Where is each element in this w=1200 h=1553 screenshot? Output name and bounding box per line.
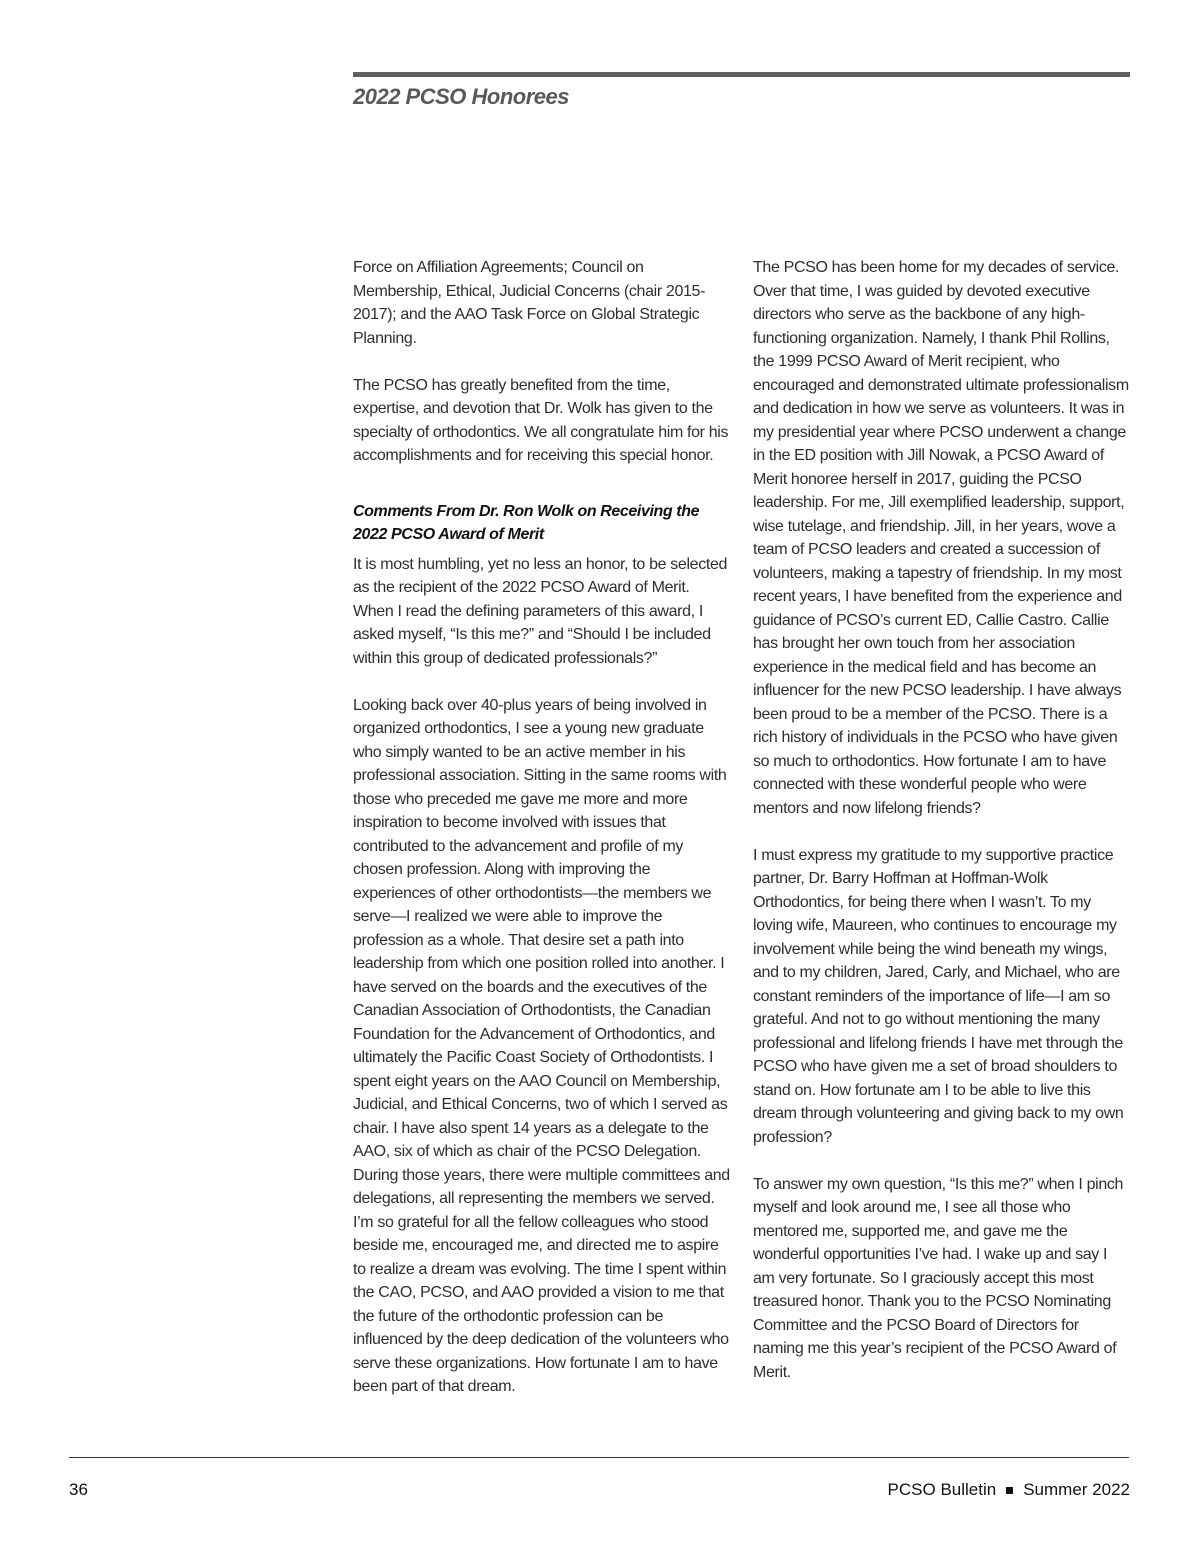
comments-subheading: Comments From Dr. Ron Wolk on Receiving the 2022 PCSO Award of Merit: [353, 502, 700, 543]
right-column: [753, 256, 1131, 1384]
left-column: [353, 256, 731, 1399]
left-paragraph-4: Looking back over 40-plus years of being involved in organized orthodontics, I see a young new graduate who simply wanted to be an active member in his professional association. Sitting in the same rooms with those who preceded me gave me more and more inspiration to become involved with issues that contributed to the advancement and profile of my chosen profession. Along with improving the experiences of other orthodontists—the members we serve—I realized we were able to improve the profession as a whole. That desire set a path into leadership from which one position rolled into another. I have served on the boards and the executives of the Canadian Association of Orthodontists, the Canadian Foundation for the Advancement of Orthodontics, and ultimately the Pacific Coast Society of Orthodontists. I spent eight years on the AAO Council on Membership, Judicial, and Ethical Concerns, two of which I served as chair. I have also spent 14 years as a delegate to the AAO, six of which as chair of the PCSO Delegation. During those years, there were multiple committees and delegations, all representing the members we served. I’m so grateful for all the fellow colleagues who stood beside me, encouraged me, and directed me to aspire to realize a dream was evolving. The time I spent within the CAO, PCSO, and AAO provided a vision to me that the future of the orthodontic profession can be influenced by the deep dedication of the volunteers who serve these organizations. How fortunate I am to have been part of that dream.: [353, 696, 730, 1395]
right-paragraph-3: To answer my own question, “Is this me?” when I pinch myself and look around me, I see all those who mentored me, supported me, and gave me the wonderful opportunities I’ve had. I wake up and say I am very fortunate. So I graciously accept this most treasured honor. Thank you to the PCSO Nominating Committee and the PCSO Board of Directors for naming me this year’s recipient of the PCSO Award of Merit.: [753, 1175, 1124, 1381]
issue-date: Summer 2022: [1023, 1480, 1130, 1499]
left-paragraph-1: Force on Affiliation Agreements; Council on Membership, Ethical, Judicial Concerns (chair 2015-2017); and the AAO Task Force on Global Strategic Planning.: [353, 259, 706, 347]
right-paragraph-1: The PCSO has been home for my decades of service. Over that time, I was guided by devoted executive directors who serve as the backbone of any high-functioning organization. Namely, I thank Phil Rollins, the 1999 PCSO Award of Merit recipient, who encouraged and demonstrated ultimate professionalism and dedication in how we serve as volunteers. It was in my presidential year where PCSO underwent a change in the ED position with Jill Nowak, a PCSO Award of Merit honoree herself in 2017, guiding the PCSO leadership. For me, Jill exemplified leadership, support, wise tutelage, and friendship. Jill, in her years, wove a team of PCSO leaders and created a succession of volunteers, making a tapestry of friendship. In my most recent years, I have benefited from the experience and guidance of PCSO’s current ED, Callie Castro. Callie has brought her own touch from her association experience in the medical field and has become an influencer for the new PCSO leadership. I have always been proud to be a member of the PCSO. There is a rich history of individuals in the PCSO who have given so much to orthodontics. How fortunate I am to have connected with these wonderful people who were mentors and now lifelong friends?: [753, 259, 1129, 817]
publication-name: PCSO Bulletin: [887, 1480, 997, 1499]
left-paragraph-3: It is most humbling, yet no less an honor, to be selected as the recipient of the 2022 PCSO Award of Merit. When I read the defining parameters of this award, I asked myself, “Is this me?” and “Should I be included within this group of dedicated professionals?”: [353, 555, 728, 667]
page-number: 36: [69, 1480, 88, 1499]
left-paragraph-2: The PCSO has greatly benefited from the time, expertise, and devotion that Dr. Wolk has given to the specialty of orthodontics. We all congratulate him for his accomplishments and for receiving this special honor.: [353, 376, 729, 464]
footer-publication: [888, 1480, 1130, 1500]
footer-rule: [69, 1457, 1129, 1458]
square-separator-icon: [1006, 1487, 1013, 1494]
section-title: 2022 PCSO Honorees: [353, 84, 569, 109]
header-rule: [353, 72, 1130, 77]
right-paragraph-2: I must express my gratitude to my supportive practice partner, Dr. Barry Hoffman at Hoffman-Wolk Orthodontics, for being there when I wasn’t. To my loving wife, Maureen, who continues to encourage my involvement while being the wind beneath my wings, and to my children, Jared, Carly, and Michael, who are constant reminders of the importance of life—I am so grateful. And not to go without mentioning the many professional and lifelong friends I have met through the PCSO who have given me a set of broad shoulders to stand on. How fortunate am I to be able to live this dream through volunteering and giving back to my own profession?: [753, 846, 1124, 1146]
